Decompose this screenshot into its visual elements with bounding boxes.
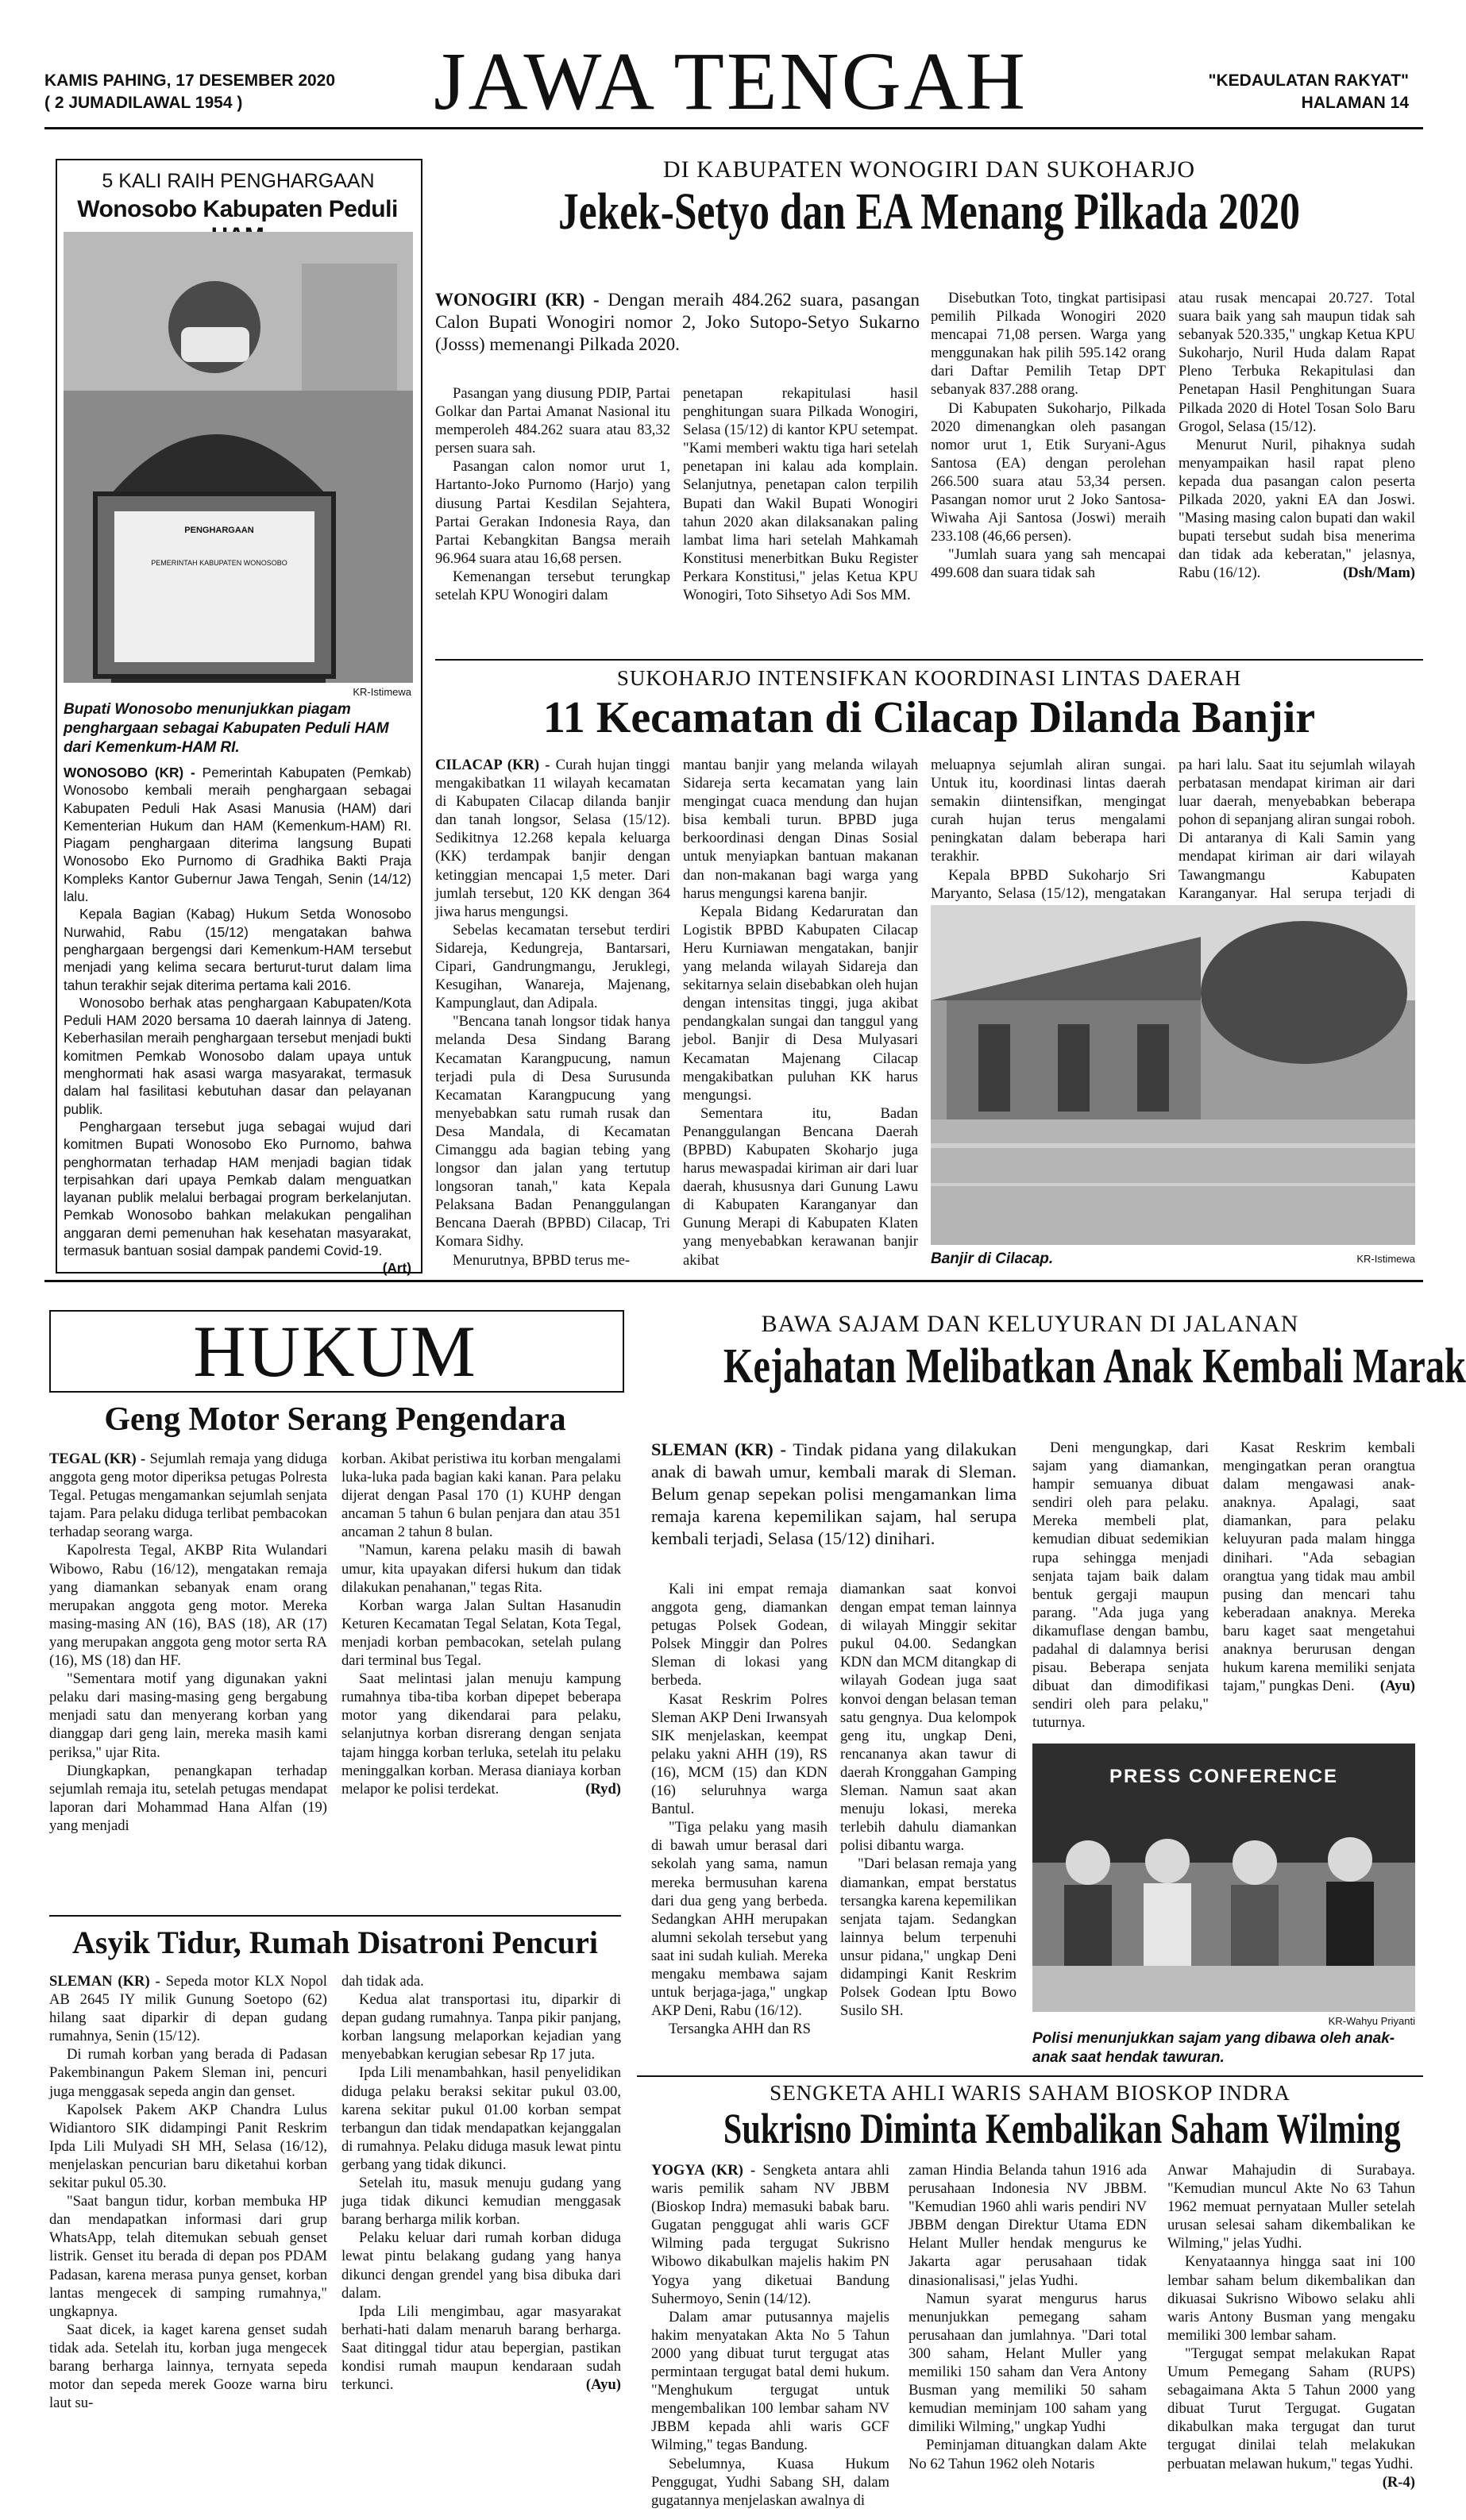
saham-col-3: Anwar Mahajudin di Surabaya. "Kemudian muncul Akte No 63 Tahun 1962 memuat pernyataan Muller setelah urusan selesai saham dikembalikan ke Wilming," jelas Yudhi. Kenyataannya hingga saat ini 100 lembar saham belum dikembalikan dan dikuasai Sukrisno Wibowo selaku ahli waris Antony Busman yang mengaku memiliki 300 lembar saham. "Tergugat sempat melakukan Rapat Umum Pemegang Saham (RUPS) sebagaimana Akta 5 Tahun 2000 yang dibuat Turut Tergugat. Gugatan dikabulkan maka tergugat dan turut tergugat dinilai telah melakukan perbuatan melawan hukum," tegas Yudhi. (R-4): [1167, 2162, 1415, 2491]
mid-page-rule: [44, 1280, 1423, 1282]
asyik-dateline: SLEMAN (KR) -: [49, 1973, 160, 1990]
section-title: JAWA TENGAH: [434, 36, 1028, 127]
sidebar-photo-caption: Bupati Wonosobo menunjukkan piagam penghargaan sebagai Kabupaten Peduli HAM dari Kemenkum-HAM RI.: [64, 701, 389, 756]
kejahatan-photo-credit: KR-Wahyu Priyanti: [1328, 2015, 1415, 2027]
banjir-photo-credit: KR-Istimewa: [1356, 1253, 1415, 1265]
geng-headline: Geng Motor Serang Pengendara: [104, 1401, 566, 1438]
geng-col-1: TEGAL (KR) - Sejumlah remaja yang diduga anggota geng motor diperiksa petugas Polresta Tegal. Petugas mengamankan sejumlah senjata tajam. Para pelaku diduga terlibat pembacokan terhadap seorang warga. Kapolresta Tegal, AKBP Rita Wulandari Wibowo, Rabu (16/12), mengatakan remaja yang diamankan sebanyak enam orang merupakan anggota geng motor. Mereka masing-masing AN (16), BAS (18), AR (17) yang merupakan anggota geng motor serta RA (16), MS (18) dan HF. "Sementara motif yang digunakan yakni pelaku dari masing-masing geng bergabung menjadi satu dan menyerang korban yang dianggap dari geng lain, mereka masih kami periksa," ujar Rita. Diungkapkan, penangkapan terhadap sejumlah remaja itu, setelah petugas mendapat laporan dari Mohammad Hana Alfan (19) yang menjadi: [49, 1451, 327, 1834]
kejahatan-kicker: BAWA SAJAM DAN KELUYURAN DI JALANAN: [761, 1311, 1299, 1337]
banjir-photo-caption: Banjir di Cilacap.: [931, 1250, 1054, 1267]
masthead-date: KAMIS PAHING, 17 DESEMBER 2020: [44, 71, 336, 90]
geng-dateline: TEGAL (KR) -: [49, 1451, 146, 1467]
pilkada-rule: [435, 659, 1423, 661]
kejahatan-col-3: Deni mengungkap, dari sajam yang diamankan, hampir semuanya dibuat sendiri oleh para pelaku. Mereka membeli plat, kemudian dibuat sedemikian rupa sehingga menjadi senjata tajam baik dalam bentuk gergaji maupun parang. "Ada juga yang dikamuflase dengan bambu, padahal di dalamnya berisi pisau. Beberapa senjata dibuat dan dimodifikasi sendiri oleh para pelaku," tuturnya.: [1032, 1439, 1209, 1732]
flood-photo-illustration: [931, 905, 1415, 1245]
saham-sig: (R-4): [1382, 2473, 1415, 2491]
hukum-section-title: HUKUM: [193, 1311, 477, 1392]
kejahatan-col-2: diamankan saat konvoi dengan empat teman lainnya di wilayah Minggir sekitar pukul 04.00. Sedangkan KDN dan MCM ditangkap di wilayah Godean juga saat konvoi dengan belasan teman satu gengnya. Dua kelompok geng itu, ungkap Deni, rencananya akan tawur di daerah Kronggahan Gamping Sleman. Namun saat akan menuju lokasi, mereka terlebih dahulu diamankan polisi dibantu warga. "Dari belasan remaja yang diamankan, empat berstatus tersangka karena kepemilikan senjata tajam. Sedangkan lainnya belum terpenuhi unsur pidana," ungkap Deni didampingi Kanit Reskrim Polsek Godean Iptu Bowo Susilo SH.: [840, 1581, 1017, 2020]
banjir-headline: 11 Kecamatan di Cilacap Dilanda Banjir: [542, 693, 1316, 742]
pilkada-kicker: DI KABUPATEN WONOGIRI DAN SUKOHARJO: [662, 156, 1196, 183]
saham-col-1: YOGYA (KR) - Sengketa antara ahli waris pemilik saham NV JBBM (Bioskop Indra) memasuki babak baru. Gugatan penggugat ahli waris GCF Wilming pada tergugat Sukrisno Wibowo dikabulkan majelis hakim PN Yogya yang diketuai Bandung Suhermoyo, Senin (14/12). Dalam amar putusannya majelis hakim menyatakan Akta No 5 Tahun 2000 yang dibuat turut tergugat atas permintaan tergugat batal demi hukum. "Menghukum tergugat untuk mengembalikan 100 lembar saham NV JBBM kepada ahli waris GCF Wilming," tegas Bandung. Sebelumnya, Kuasa Hukum Penggugat, Yudhi Sabang SH, dalam gugatannya menjelaskan awalnya di: [651, 2162, 889, 2509]
asyik-col-1: SLEMAN (KR) - Sepeda motor KLX Nopol AB 2645 IY milik Gunung Soetopo (62) hilang saat diparkir di depan gudang rumahnya, Senin (15/12). Di rumah korban yang berada di Padasan Pakembinangun Pakem Sleman ini, pencuri juga menggasak sepeda angin dan genset. Kapolsek Pakem AKP Chandra Lulus Widiantoro SIK didampingi Panit Reskrim Ipda Lili Mulyadi SH MH, Selasa (16/12), menjelaskan pencurian baru diketahui korban sekitar pukul 05.30. "Saat bangun tidur, korban membuka HP dan mendapatkan informasi dari grup WhatsApp, telah ditemukan sebuah genset listrik. Genset itu berada di depan pos PDAM Padasan, karena merasa punya genset, korban lantas mengecek di samping rumahnya," ungkapnya. Saat dicek, ia kaget karena genset sudah tidak ada. Setelah itu, korban juga mengecek barang berharga lainnya, ternyata sepeda motor dan sepeda merek Gooze warna biru laut su-: [49, 1973, 327, 2412]
pilkada-dateline: WONOGIRI (KR) -: [435, 290, 600, 310]
sidebar-article-body: WONOSOBO (KR) - Pemerintah Kabupaten (Pemkab) Wonosobo kembali meraih penghargaan sebagai Kabupaten Peduli Hak Asasi Manusia (HAM) dari Kementerian Hukum dan HAM (Kemenkum-HAM) RI. Piagam penghargaan diterima langsung Bupati Wonosobo Eko Purnomo di Gradhika Bakti Praja Kompleks Kantor Gubernur Jawa Tengah, Senin (14/12) lalu. Kepala Bagian (Kabag) Hukum Setda Wonosobo Nurwahid, Rabu (15/12) mengatakan bahwa penghargaan bergengsi dari Kemenkum-HAM tersebut menjadi yang kelima secara berturut-turut dalam lima tahun terakhir sejak diterima pertama kali 2016. Wonosobo berhak atas penghargaan Kabupaten/Kota Peduli HAM 2020 bersama 10 daerah lainnya di Jateng. Keberhasilan meraih penghargaan tersebut menjadi bukti komitmen Pemkab Wonosobo dalam upaya untuk menghormati hak asasi warga masyarakat, termasuk dalam hal fasilitasi kebutuhan dasar dan pelayanan publik. Penghargaan tersebut juga sebagai wujud dari komitmen Bupati Wonosobo Eko Purnomo, bahwa penghormatan terhadap HAM menjadi bagian tidak terpisahkan dari upaya Pemkab dalam menguatkan layanan publik melalui berbagai program berkelanjutan. Pemkab Wonosobo bahkan melakukan pengalihan anggaran demi pemenuhan hak kesehatan masyarakat, termasuk bantuan sosial dampak pandemi Covid-19. (Art): [64, 765, 411, 1277]
press-conference-banner: PRESS CONFERENCE: [1109, 1766, 1339, 1787]
saham-kicker: SENGKETA AHLI WARIS SAHAM BIOSKOP INDRA: [770, 2081, 1290, 2105]
kejahatan-sig: (Ayu): [1379, 1678, 1415, 1695]
masthead-page: HALAMAN 14: [1301, 94, 1409, 112]
asyik-headline: Asyik Tidur, Rumah Disatroni Pencuri: [71, 1925, 598, 1960]
saham-headline: Sukrisno Diminta Kembalikan Saham Wilming: [723, 2105, 1401, 2152]
asyik-sig: (Ayu): [585, 2376, 621, 2394]
kejahatan-col-1: Kali ini empat remaja anggota geng, diamankan petugas Polsek Godean, Polsek Minggir dan Polres Sleman di lokasi yang berbeda. Kasat Reskrim Polres Sleman AKP Deni Irwansyah SIK menjelaskan, keempat pelaku yakni AHH (19), RS (16), MCM (15) dan KDN (16) seluruhnya warga Bantul. "Tiga pelaku yang masih di bawah umur berasal dari sekolah yang sama, namun mereka bermusuhan karena dari dua geng yang berbeda. Sedangkan AHH merupakan alumni sekolah tersebut yang saat ini sudah kuliah. Mereka mengaku membawa sajam untuk berjaga-jaga," ungkap AKP Deni, Rabu (16/12). Tersangka AHH dan RS: [651, 1581, 828, 2038]
geng-rule: [49, 1915, 621, 1917]
banjir-photo: [931, 905, 1415, 1245]
masthead-right-block: [1209, 70, 1409, 114]
pilkada-col-3: Disebutkan Toto, tingkat partisipasi pemilih Pilkada Wonogiri 2020 mencapai 71,08 persen. Warga yang menggunakan hak pilih 595.142 orang dari Daftar Pemilih Tetap DPT sebanyak 837.288 orang. Di Kabupaten Sukoharjo, Pilkada 2020 dimenangkan oleh pasangan nomor urut 1, Etik Suryani-Agus Santosa (EA) dengan perolehan 266.500 suara atau 53,34 persen. Pasangan nomor urut 2 Joko Santosa-Wiwaha Aji Santosa (Joswi) meraih 233.108 (46,66 persen). "Jumlah suara yang sah mencapai 499.608 dan suara tidak sah: [931, 290, 1166, 582]
certificate-recipient: PEMERINTAH KABUPATEN WONOSOBO: [151, 559, 287, 567]
pilkada-lead: WONOGIRI (KR) - Dengan meraih 484.262 suara, pasangan Calon Bupati Wonogiri nomor 2, Joko Sutopo-Setyo Sukarno (Josss) memenangi Pilkada 2020.: [435, 290, 920, 354]
pilkada-col-4: atau rusak mencapai 20.727. Total suara baik yang sah maupun tidak sah sebanyak 520.335," ungkap Ketua KPU Sukoharjo, Nuril Huda dalam Rapat Pleno Terbuka Rekapitulasi dan Penetapan Hasil Penghitungan Suara Pilkada 2020 di Hotel Tosan Solo Baru Grogol, Selasa (15/12). Menurut Nuril, pihaknya sudah menyampaikan hasil rapat pleno kepada dua pasangan calon peserta Pilkada 2020, yakni EA dan Joswi. "Masing masing calon bupati dan wakil bupati tersebut sudah bisa menerima dan tidak ada keberatan," jelasnya, Rabu (16/12). (Dsh/Mam): [1179, 290, 1415, 582]
bupati-photo-illustration: [64, 232, 413, 683]
masthead-rule: [44, 127, 1423, 129]
sidebar-sig: (Art): [382, 1260, 411, 1277]
geng-sig: (Ryd): [585, 1780, 621, 1798]
certificate-heading: PENGHARGAAN: [184, 526, 254, 535]
kejahatan-dateline: SLEMAN (KR) -: [651, 1439, 786, 1459]
masthead-paper: "KEDAULATAN RAKYAT": [1208, 71, 1409, 90]
kejahatan-headline: Kejahatan Melibatkan Anak Kembali Marak: [723, 1339, 1466, 1393]
sidebar-dateline: WONOSOBO (KR) -: [64, 765, 195, 780]
pilkada-sig: (Dsh/Mam): [1343, 564, 1415, 582]
sidebar-photo: [64, 232, 413, 683]
banjir-dateline: CILACAP (KR) -: [435, 757, 550, 773]
pilkada-col-2: penetapan rekapitulasi hasil penghitungan suara Pilkada Wonogiri, Selasa (15/12) di kantor KPU setempat. "Kami memberi waktu tiga hari setelah penetapan ini kalau ada komplain. Selanjutnya, penetapan calon terpilih Bupati dan Wakil Bupati Wonogiri tahun 2020 akan dilaksanakan paling lambat lima hari setelah Mahkamah Konstitusi menerbitkan Buku Register Perkara Konstitusi," jelas Ketua KPU Wonogiri, Toto Sihsetyo Adi Sos MM.: [683, 385, 918, 604]
sidebar-kicker: 5 KALI RAIH PENGHARGAAN: [102, 170, 375, 192]
sidebar-photo-credit: KR-Istimewa: [353, 686, 411, 698]
pilkada-headline: Jekek-Setyo dan EA Menang Pilkada 2020: [558, 183, 1300, 241]
sidebar-title: Wonosobo Kabupaten Peduli: [77, 196, 398, 222]
masthead-date-block: [44, 70, 335, 114]
pilkada-col-1: Pasangan yang diusung PDIP, Partai Golkar dan Partai Amanat Nasional itu memperoleh 484.262 suara atau 83,32 persen suara sah. Pasangan calon nomor urut 1, Hartanto-Joko Purnomo (Harjo) yang diusung Partai Kesdilan Sejahtera, Partai Gerakan Indonesia Raya, dan Partai Kebangkitan Bangsa meraih 96.964 suara atau 16,68 persen. Kemenangan tersebut terungkap setelah KPU Wonogiri dalam: [435, 385, 670, 604]
kejahatan-rule: [637, 2075, 1423, 2077]
banjir-kicker: SUKOHARJO INTENSIFKAN KOORDINASI LINTAS DAERAH: [616, 666, 1242, 690]
banjir-col-2: mantau banjir yang melanda wilayah Sidareja serta kecamatan yang lain mengingat cuaca mendung dan hujan bisa kembali turun. BPBD juga berkoordinasi dengan Dinas Sosial untuk menyiapkan bantuan makanan dan non-makanan bagi warga yang harus mengungsi karena banjir. Kepala Bidang Kedaruratan dan Logistik BPBD Kabupaten Cilacap Heru Kurniawan mengatakan, banjir yang melanda wilayah Sidareja dan sekitarnya selain disebabkan oleh hujan dengan intensitas tinggi, juga akibat pendangkalan sungai dan tanggul yang jebol. Banjir di Desa Mulyasari Kecamatan Majenang Cilacap mengakibatkan puluhan KK harus mengungsi. Sementara itu, Badan Penanggulangan Bencana Daerah (BPBD) Kabupaten Skoharjo juga harus mewaspadai kiriman air dari luar daerah, khususnya dari Gunung Lawu di Kabupaten Karanganyar dan Gunung Merapi di Kabupaten Klaten yang menyebabkan kerawanan banjir akibat: [683, 757, 918, 1269]
asyik-col-2: dah tidak ada. Kedua alat transportasi itu, diparkir di depan gudang rumahnya. Tanpa pikir panjang, korban langsung melaporkan kejadian yang menyebabkan kerugian sebesar Rp 17 juta. Ipda Lili menambahkan, hasil penyelidikan diduga pelaku beraksi sekitar pukul 03.00, karena sekitar pukul 01.00 korban sempat terbangun dan tidak mendapatkan kejanggalan di rumahnya. Pelaku diduga masuk lewat pintu gerbang yang tidak dikunci. Setelah itu, masuk menuju gudang yang juga tidak dikunci kemudian menggasak barang berharga milik korban. Pelaku keluar dari rumah korban diduga lewat pintu belakang gudang yang hanya dikunci dengan grendel yang bisa dibuka dari dalam. Ipda Lili mengimbau, agar masyarakat berhati-hati dalam menaruh barang berharga. Saat ditinggal tidur atau bepergian, pastikan kondisi rumah maupun kendaraan sudah terkunci. (Ayu): [341, 1973, 621, 2394]
banjir-col-3: meluapnya sejumlah aliran sungai. Untuk itu, koordinasi lintas daerah semakin diintensifkan, mengingat curah hujan terus mengalami peningkatan dalam beberapa hari terakhir. Kepala BPBD Sukoharjo Sri Maryanto, Selasa (15/12), mengatakan: [931, 757, 1166, 902]
banjir-col-1: CILACAP (KR) - Curah hujan tinggi mengakibatkan 11 wilayah kecamatan di Kabupaten Cilacap dilanda banjir dan tanah longsor, Selasa (15/12). Sedikitnya 12.268 kepala keluarga (KK) terdampak banjir dengan ketinggian mencapai 1,5 meter. Dari jumlah tersebut, 120 KK dengan 364 jiwa harus mengungsi. Sebelas kecamatan tersebut terdiri Sidareja, Kedungreja, Bantarsari, Cipari, Gandrungmangu, Jeruklegi, Kesugihan, Wanareja, Majenang, Kampunglaut, dan Adipala. "Bencana tanah longsor tidak hanya melanda Desa Sindang Barang Kecamatan Karangpucung, namun terjadi pula di Desa Surusunda Kecamatan Karangpucung yang menyebabkan satu rumah rusak dan Desa Mandala, di Kecamatan Cimanggu ada bagian tebing yang longsor dan jalan yang tertutup longsoran tanah," kata Kepala Pelaksana Badan Penanggulangan Bencana Daerah (BPBD) Cilacap, Tri Komara Sidhy. Menurutnya, BPBD terus me-: [435, 757, 670, 1269]
kejahatan-col-4: Kasat Reskrim kembali mengingatkan peran orangtua dalam mengawasi anak-anaknya. Apalagi, saat diamankan, para pelaku keluyuran pada malam hingga dinihari. "Ada sebagian orangtua yang tidak mau ambil pusing dan mencari tahu keberadaan anaknya. Mereka baru kaget saat mengetahui anaknya berurusan dengan hukum karena memiliki senjata tajam," pungkas Deni. (Ayu): [1223, 1439, 1415, 1695]
banjir-col-4: pa hari lalu. Saat itu sejumlah wilayah perbatasan mendapat kiriman air dari luar daerah, menyebabkan beberapa pohon di sepanjang aliran sungai roboh. Di antaranya di Kali Samin yang mendapat kiriman air dari wilayah Tawangmangu Kabupaten Karanganyar. Hal serupa terjadi di: [1179, 756, 1415, 900]
kejahatan-lead: SLEMAN (KR) - Tindak pidana yang dilakukan anak di bawah umur, kembali marak di Sleman. Belum genap sepekan polisi mengamankan lima remaja karena kepemilikan sajam, hal serupa kembali terjadi, Selasa (15/12) dinihari.: [651, 1439, 1017, 1548]
masthead-hijri: ( 2 JUMADILAWAL 1954 ): [44, 94, 243, 112]
geng-col-2: korban. Akibat peristiwa itu korban mengalami luka-luka pada bagian kaki kanan. Para pelaku dijerat dengan Pasal 170 (1) KUHP dengan ancaman 5 tahun 6 bulan penjara dan atau 351 ancaman 2 tahun 8 bulan. "Namun, karena pelaku masih di bawah umur, kita upayakan difersi hukum dan tidak dilakukan penahanan," tegas Rita. Korban warga Jalan Sultan Hasanudin Keturen Kecamatan Tegal Selatan, Kota Tegal, menjadi korban pembacokan, setelah pulang dari terminal bus Tegal. Saat melintasi jalan menuju kampung rumahnya tiba-tiba korban dipepet beberapa motor yang dikendarai para pelaku, selanjutnya korban disrerang dengan senjata tajam hingga korban terluka, setelah itu pelaku meninggalkan korban. Merasa dianiaya korban melapor ke polisi terdekat. (Ryd): [341, 1451, 621, 1798]
saham-col-2: zaman Hindia Belanda tahun 1916 ada perusahaan Indonesia NV JBBM. "Kemudian 1960 ahli waris pendiri NV JBBM dengan Direktur Utama EDN Helant Muller hendak mengurus ke Jakarta agar perusahaan tidak dinasionalisasi," jelas Yudhi. Namun syarat mengurus harus menunjukkan pemegang saham perusahaan dan jumlahnya. "Dari total 300 saham, Helant Muller yang memiliki 150 saham dan Vera Antony Busman yang memiliki 50 saham kemudian meminjam 100 saham yang dimiliki Wilming," ungkap Yudhi Peminjaman dituangkan dalam Akte No 62 Tahun 1962 oleh Notaris: [909, 2162, 1147, 2472]
saham-dateline: YOGYA (KR) -: [651, 2162, 756, 2179]
kejahatan-photo-caption: Polisi menunjukkan sajam yang dibawa oleh anak-anak saat hendak tawuran.: [1032, 2030, 1395, 2066]
